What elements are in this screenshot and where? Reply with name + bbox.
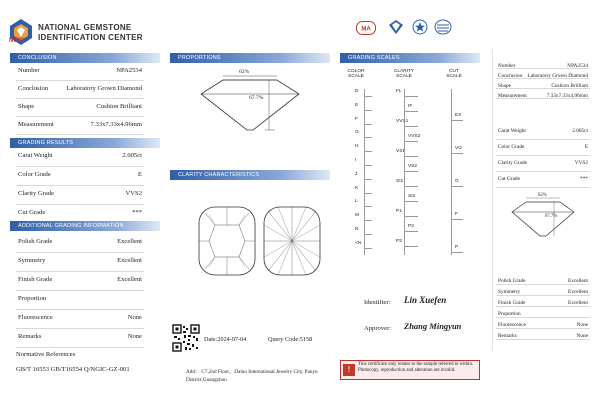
scale-tick bbox=[451, 186, 463, 187]
row-value: Excellent bbox=[567, 289, 588, 295]
ngic-seal-icon bbox=[434, 19, 452, 35]
color-scale-header: COLOR SCALE bbox=[347, 69, 365, 79]
query-code: Query Code:5158 bbox=[268, 336, 313, 343]
scale-tick bbox=[364, 151, 372, 152]
scale-tick bbox=[364, 165, 372, 166]
ngic-seal bbox=[434, 19, 452, 35]
row-value: Laboratory Grown Diamond bbox=[527, 73, 588, 79]
row-value: 2.005ct bbox=[122, 152, 142, 159]
row-value: 7.33x7.33x4.96mm bbox=[90, 121, 142, 128]
cut-scale-label: EX bbox=[455, 113, 462, 118]
info-row bbox=[18, 152, 142, 161]
row-label: Conclusion bbox=[18, 85, 49, 92]
color-scale-label: D bbox=[355, 89, 359, 94]
color-scale-label: F bbox=[355, 116, 358, 122]
row-value: E bbox=[584, 144, 588, 150]
row-divider bbox=[16, 185, 144, 186]
row-divider bbox=[496, 284, 590, 285]
scale-tick bbox=[404, 186, 418, 187]
clarity-scale-label: SI2 bbox=[408, 194, 416, 199]
row-label: Conclusion bbox=[498, 73, 523, 79]
svg-text:MA: MA bbox=[361, 26, 371, 33]
address: Add： C7,2nd Floor，Daluo International Jewelry City, Panyu District,Guangzhou bbox=[186, 369, 318, 383]
row-label: Cut Grade bbox=[18, 209, 46, 216]
row-divider bbox=[16, 116, 144, 117]
qr-code-icon bbox=[172, 324, 200, 352]
cut-scale-label: G bbox=[455, 179, 459, 184]
row-label: Proportion bbox=[18, 295, 47, 302]
row-label: Measurement bbox=[498, 93, 527, 99]
clarity-scale-label: P2 bbox=[408, 224, 414, 229]
cut-scale-label: F bbox=[455, 212, 458, 217]
row-divider bbox=[496, 339, 590, 340]
info-row bbox=[18, 209, 142, 218]
color-scale-label: G bbox=[355, 130, 359, 136]
color-scale-label: E bbox=[355, 102, 359, 108]
row-label: Carat Weight bbox=[498, 128, 526, 134]
approver-label: Approver: bbox=[364, 325, 392, 332]
info-row bbox=[18, 314, 142, 323]
info-row bbox=[498, 333, 588, 342]
info-row bbox=[498, 311, 588, 320]
org-name-line1: NATIONAL GEMSTONE bbox=[38, 23, 132, 32]
identifier-label: Identifier: bbox=[364, 299, 391, 306]
info-row bbox=[18, 333, 142, 342]
info-row bbox=[498, 176, 588, 185]
color-scale-axis bbox=[364, 89, 365, 255]
warning-icon: ! bbox=[343, 364, 355, 376]
row-value: 2.005ct bbox=[572, 128, 588, 134]
info-row bbox=[18, 238, 142, 247]
row-value: None bbox=[576, 322, 588, 328]
color-scale-label: N bbox=[355, 227, 359, 232]
cut-scale-label: VG bbox=[455, 146, 462, 151]
color-scale-label: K bbox=[355, 185, 359, 191]
side-proportions-diagram bbox=[508, 192, 578, 240]
scale-tick bbox=[364, 110, 372, 111]
clarity-scale-label: P1 bbox=[396, 209, 402, 214]
row-value: None bbox=[127, 333, 142, 340]
scale-tick bbox=[364, 124, 372, 125]
approver-signature: Zhang Mingyun bbox=[404, 321, 462, 331]
row-label: Color Grade bbox=[498, 144, 525, 150]
row-label: Fluorescence bbox=[498, 322, 526, 328]
row-value: Excellent bbox=[117, 238, 142, 245]
clarity-scale-label: SI1 bbox=[396, 179, 404, 184]
row-divider bbox=[16, 347, 144, 348]
diamond-seal bbox=[388, 19, 404, 35]
info-row bbox=[18, 190, 142, 199]
row-label: Clarity Grade bbox=[18, 190, 55, 197]
row-value: Excellent bbox=[567, 278, 588, 284]
clarity-section-title: CLARITY CHARACTERISTICS bbox=[170, 170, 330, 180]
row-value: Cushion Brilliant bbox=[551, 83, 588, 89]
clarity-plot-crown bbox=[197, 205, 257, 277]
row-label: Polish Grade bbox=[18, 238, 53, 245]
row-label: Proportion bbox=[498, 311, 521, 317]
color-scale-label: M bbox=[355, 213, 359, 219]
row-label: Number bbox=[498, 63, 516, 69]
info-row bbox=[498, 278, 588, 287]
row-divider bbox=[496, 98, 590, 99]
scale-tick bbox=[404, 111, 418, 112]
info-row bbox=[18, 85, 142, 94]
row-value: None bbox=[576, 333, 588, 339]
info-row bbox=[18, 67, 142, 76]
row-label: Measurement bbox=[18, 121, 54, 128]
depth-percent: 67.7% bbox=[249, 95, 264, 101]
row-divider bbox=[16, 290, 144, 291]
row-divider bbox=[496, 295, 590, 296]
info-row bbox=[498, 144, 588, 153]
info-row bbox=[18, 257, 142, 266]
row-value: NPA2534 bbox=[567, 63, 588, 69]
scale-tick bbox=[364, 193, 372, 194]
scale-tick bbox=[404, 171, 418, 172]
proportions-section-title: PROPORTIONS bbox=[170, 53, 330, 63]
org-name-line2: IDENTIFICATION CENTER bbox=[38, 33, 143, 42]
row-value: Cushion Brilliant bbox=[96, 103, 142, 110]
star-seal bbox=[412, 19, 428, 35]
row-label: Remarks bbox=[498, 333, 517, 339]
diamond-seal-icon bbox=[388, 19, 404, 35]
row-divider bbox=[16, 98, 144, 99]
row-divider bbox=[496, 171, 590, 172]
info-row bbox=[18, 121, 142, 130]
clarity-scale-label: P3 bbox=[396, 239, 402, 244]
validity-notice bbox=[340, 360, 480, 380]
conclusion-section-title: CONCLUSION bbox=[10, 53, 160, 63]
cut-scale-label: P bbox=[455, 245, 459, 250]
scale-tick bbox=[364, 96, 372, 97]
grading-scales bbox=[340, 85, 480, 260]
scale-tick bbox=[404, 246, 418, 247]
side-depth-percent: 67.7% bbox=[545, 214, 558, 219]
row-value: Laboratory Grown Diamond bbox=[66, 85, 142, 92]
cma-seal bbox=[356, 21, 376, 35]
qr-code bbox=[172, 324, 200, 352]
additional-section-title: ADDITIONAL GRADING INFORMATION bbox=[10, 221, 160, 231]
color-scale-label: J bbox=[355, 171, 358, 177]
clarity-scale-label: VS1 bbox=[396, 149, 406, 154]
row-value: Excellent bbox=[117, 257, 142, 264]
row-label: Remarks bbox=[18, 333, 42, 340]
row-divider bbox=[16, 271, 144, 272]
row-divider bbox=[496, 187, 590, 188]
normative-text: GB/T 16553 GB/T16554 Q/NGIC-GZ-001 bbox=[16, 366, 130, 373]
clarity-scale-label: IF bbox=[408, 104, 413, 109]
row-divider bbox=[496, 68, 590, 69]
info-row bbox=[498, 322, 588, 331]
scale-tick bbox=[364, 248, 372, 249]
scale-tick bbox=[404, 126, 418, 127]
scales-section-title: GRADING SCALES bbox=[340, 53, 480, 63]
scale-tick bbox=[364, 220, 372, 221]
row-value: *** bbox=[132, 209, 142, 216]
color-scale-label: L bbox=[355, 199, 358, 205]
scale-tick bbox=[404, 216, 418, 217]
clarity-scale-label: VVS2 bbox=[408, 134, 421, 139]
row-divider bbox=[16, 309, 144, 310]
scale-tick bbox=[364, 137, 372, 138]
row-label: Shape bbox=[18, 103, 35, 110]
info-row bbox=[498, 160, 588, 169]
side-table-percent: 62% bbox=[538, 193, 547, 198]
grading-section-title: GRADING RESULTS bbox=[10, 138, 160, 148]
scale-tick bbox=[364, 234, 372, 235]
proportions-diagram bbox=[195, 68, 305, 138]
clarity-scale-header: CLARITY SCALE bbox=[393, 69, 415, 79]
row-divider bbox=[16, 134, 144, 135]
scale-tick bbox=[451, 153, 463, 154]
cut-scale-header: CUT SCALE bbox=[446, 69, 462, 79]
row-label: Carat Weight bbox=[18, 152, 53, 159]
info-row bbox=[18, 103, 142, 112]
row-divider bbox=[496, 317, 590, 318]
row-divider bbox=[496, 328, 590, 329]
row-value: None bbox=[127, 314, 142, 321]
row-label: Finish Grade bbox=[498, 300, 526, 306]
row-divider bbox=[496, 306, 590, 307]
scale-tick bbox=[451, 252, 463, 253]
clarity-scale-label: VS2 bbox=[408, 164, 418, 169]
row-value: 7.33x7.33x4.96mm bbox=[546, 93, 588, 99]
scale-tick bbox=[404, 96, 418, 97]
row-divider bbox=[496, 139, 590, 140]
scale-tick bbox=[404, 156, 418, 157]
row-value: VVS2 bbox=[574, 160, 588, 166]
row-label: Shape bbox=[498, 83, 511, 89]
info-row bbox=[498, 128, 588, 137]
info-row bbox=[18, 276, 142, 285]
color-scale-label: I bbox=[355, 158, 357, 163]
table-percent: 62% bbox=[239, 69, 250, 75]
row-value: VVS2 bbox=[125, 190, 142, 197]
notice-text: This certificate only relates to the sample referred to within. Photocopy, reproduction and alteration are invalid. bbox=[358, 362, 474, 373]
row-divider bbox=[16, 166, 144, 167]
row-divider bbox=[16, 204, 144, 205]
info-row bbox=[498, 289, 588, 298]
info-row bbox=[498, 300, 588, 309]
row-value: Excellent bbox=[567, 300, 588, 306]
row-value: *** bbox=[580, 176, 588, 182]
row-label: Fluorescence bbox=[18, 314, 53, 321]
color-scale-label: H bbox=[355, 144, 359, 150]
row-divider bbox=[16, 80, 144, 81]
identifier-signature: Lin Xuefen bbox=[404, 295, 447, 305]
row-value: E bbox=[137, 171, 142, 178]
row-label: Cut Grade bbox=[498, 176, 520, 182]
clarity-scale-label: VVS1 bbox=[396, 119, 409, 124]
row-divider bbox=[496, 88, 590, 89]
row-value: NPA2534 bbox=[116, 67, 142, 74]
scale-tick bbox=[451, 120, 463, 121]
row-divider bbox=[16, 252, 144, 253]
row-divider bbox=[496, 155, 590, 156]
scale-tick bbox=[364, 179, 372, 180]
row-label: Clarity Grade bbox=[498, 160, 527, 166]
info-row bbox=[18, 171, 142, 180]
row-label: Symmetry bbox=[498, 289, 521, 295]
scale-tick bbox=[364, 206, 372, 207]
scale-tick bbox=[404, 141, 418, 142]
color-scale-label: <N bbox=[355, 240, 362, 246]
issue-date: Date:2024-07-04 bbox=[204, 336, 247, 343]
clarity-plot-pavilion bbox=[262, 205, 322, 277]
star-seal-icon bbox=[412, 19, 428, 35]
row-label: Finish Grade bbox=[18, 276, 53, 283]
row-value: Excellent bbox=[117, 276, 142, 283]
row-label: Color Grade bbox=[18, 171, 51, 178]
row-label: Polish Grade bbox=[498, 278, 526, 284]
cut-scale-axis bbox=[451, 89, 452, 255]
row-label: Number bbox=[18, 67, 40, 74]
info-row bbox=[18, 295, 142, 304]
clarity-scale-axis bbox=[404, 89, 405, 255]
row-divider bbox=[16, 328, 144, 329]
row-divider bbox=[496, 78, 590, 79]
scale-tick bbox=[451, 219, 463, 220]
normative-title: Normative References bbox=[16, 351, 76, 358]
scale-tick bbox=[404, 201, 418, 202]
scale-tick bbox=[404, 231, 418, 232]
cma-seal-icon bbox=[356, 21, 376, 35]
logo-text: NGIC bbox=[9, 38, 24, 44]
row-label: Symmetry bbox=[18, 257, 46, 264]
clarity-scale-label: FL bbox=[396, 89, 402, 94]
